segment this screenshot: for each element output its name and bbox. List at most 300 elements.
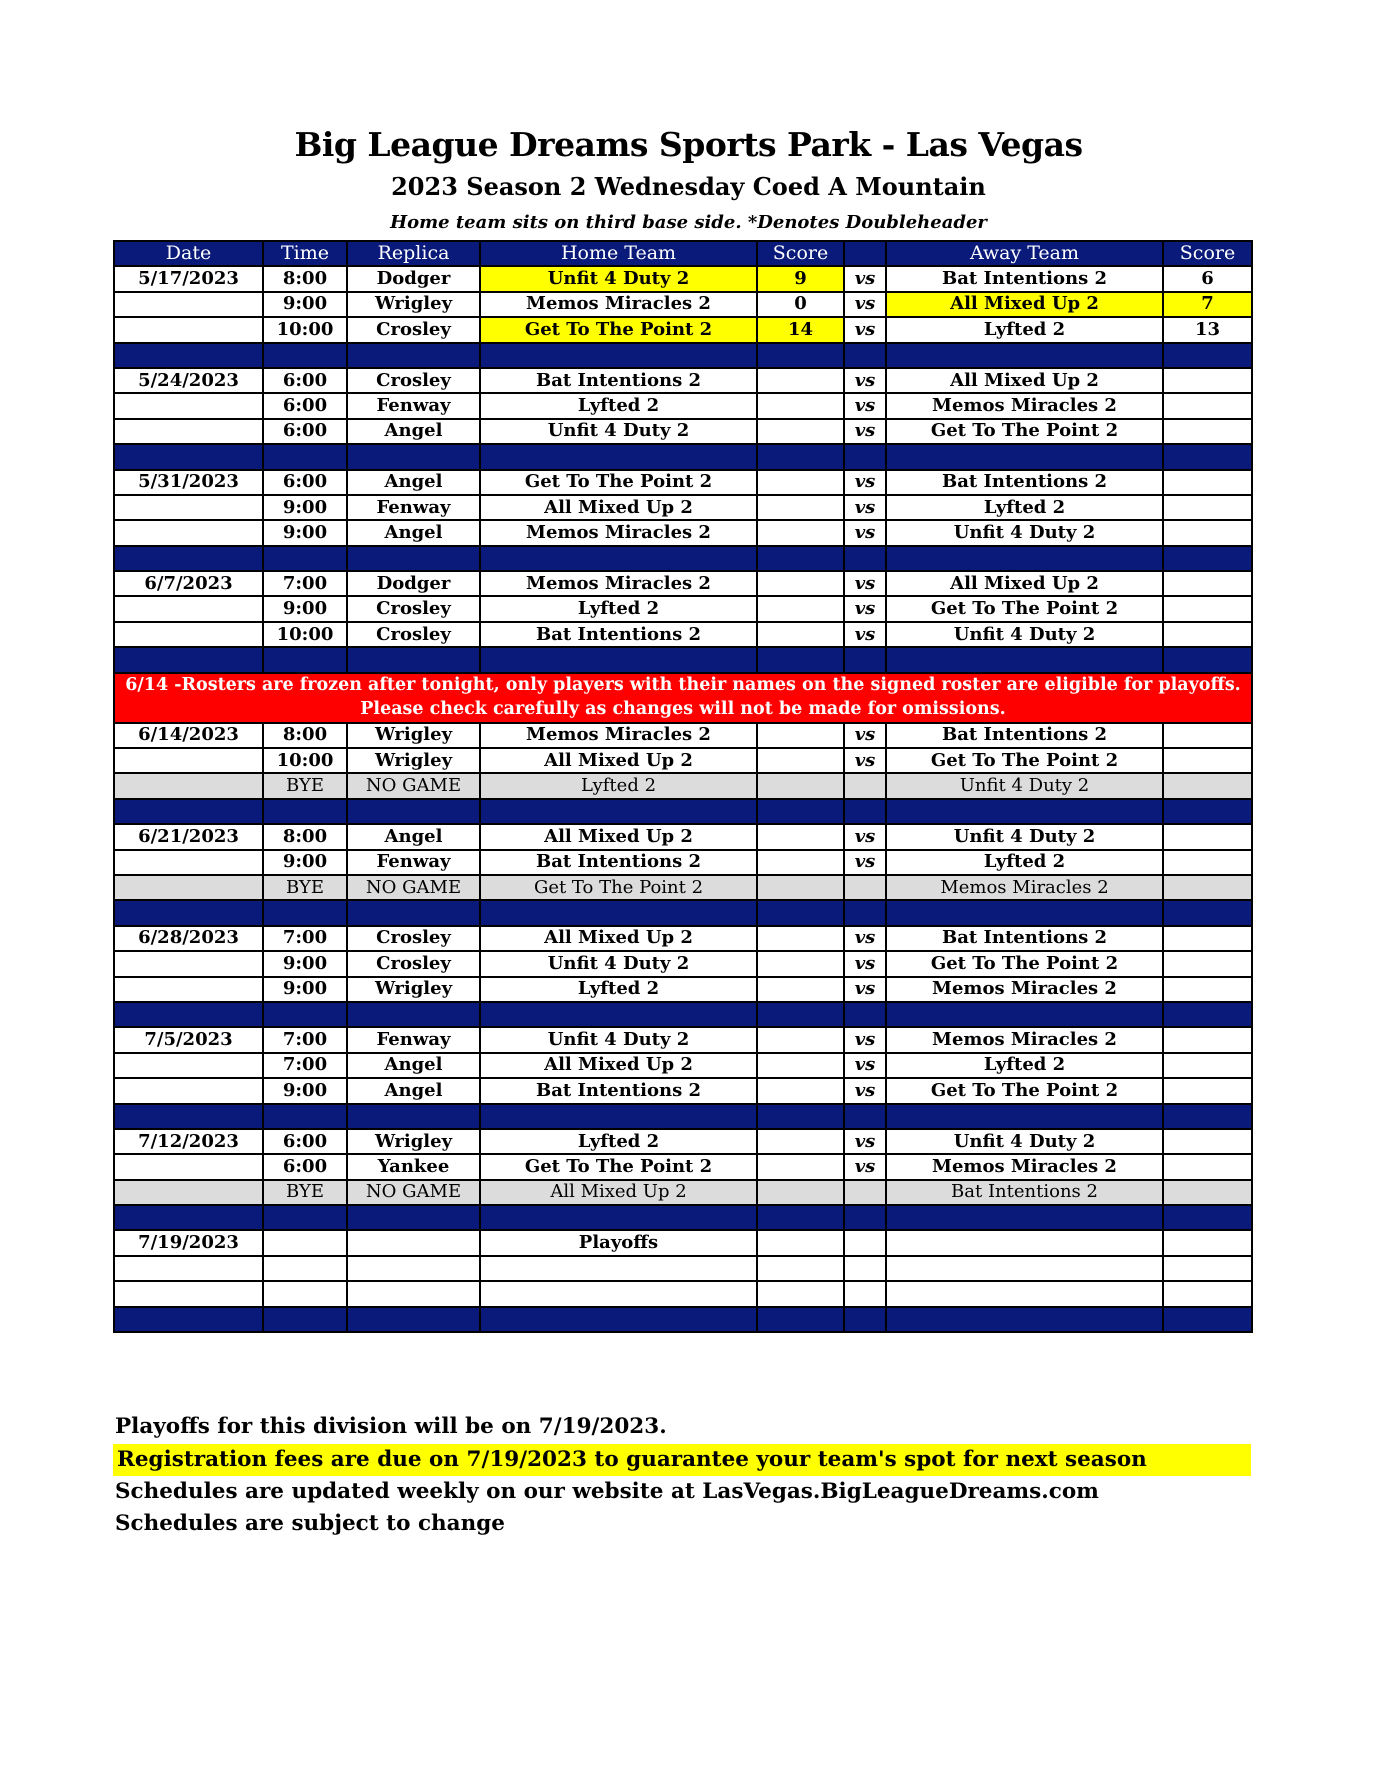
date-cell bbox=[114, 1078, 263, 1103]
field-cell: NO GAME bbox=[347, 1180, 480, 1205]
date-cell bbox=[114, 393, 263, 418]
separator-cell bbox=[757, 799, 844, 824]
separator-cell bbox=[757, 546, 844, 571]
field-cell: Crosley bbox=[347, 622, 480, 647]
away-score-cell: 6 bbox=[1163, 266, 1252, 291]
date-cell: 5/24/2023 bbox=[114, 368, 263, 393]
field-cell: NO GAME bbox=[347, 875, 480, 900]
separator-cell bbox=[1163, 444, 1252, 469]
field-cell: Fenway bbox=[347, 850, 480, 875]
home-team-cell: Unfit 4 Duty 2 bbox=[480, 951, 757, 976]
field-cell: Dodger bbox=[347, 571, 480, 596]
separator-cell bbox=[114, 1002, 263, 1027]
date-cell bbox=[114, 520, 263, 545]
date-cell: 6/14/2023 bbox=[114, 723, 263, 748]
away-team-cell: Memos Miracles 2 bbox=[886, 393, 1163, 418]
date-cell: 7/12/2023 bbox=[114, 1129, 263, 1154]
vs-cell: vs bbox=[844, 1053, 886, 1078]
game-row bbox=[114, 748, 1252, 773]
field-cell: Angel bbox=[347, 1078, 480, 1103]
away-team-cell: Bat Intentions 2 bbox=[886, 723, 1163, 748]
time-cell bbox=[263, 1230, 347, 1255]
away-score-cell bbox=[1163, 596, 1252, 621]
roster-notice-row bbox=[114, 673, 1252, 723]
col-date: Date bbox=[114, 241, 263, 266]
home-score-cell bbox=[757, 596, 844, 621]
home-team-cell: Lyfted 2 bbox=[480, 596, 757, 621]
separator-cell bbox=[757, 1002, 844, 1027]
date-cell: 6/28/2023 bbox=[114, 926, 263, 951]
away-team-cell: Memos Miracles 2 bbox=[886, 875, 1163, 900]
game-row bbox=[114, 596, 1252, 621]
home-team-cell: Get To The Point 2 bbox=[480, 875, 757, 900]
away-score-cell bbox=[1163, 470, 1252, 495]
away-team-cell: Bat Intentions 2 bbox=[886, 926, 1163, 951]
home-score-cell bbox=[757, 773, 844, 798]
date-cell bbox=[114, 773, 263, 798]
separator-cell bbox=[1163, 1205, 1252, 1230]
vs-cell: vs bbox=[844, 926, 886, 951]
date-cell bbox=[114, 419, 263, 444]
date-cell: 7/19/2023 bbox=[114, 1230, 263, 1255]
home-team-cell: All Mixed Up 2 bbox=[480, 748, 757, 773]
separator-row bbox=[114, 1002, 1252, 1027]
separator-cell bbox=[263, 900, 347, 925]
away-score-cell bbox=[1163, 622, 1252, 647]
home-team-cell: Lyfted 2 bbox=[480, 1129, 757, 1154]
separator-cell bbox=[1163, 799, 1252, 824]
home-team-cell: Unfit 4 Duty 2 bbox=[480, 266, 757, 291]
separator-cell bbox=[844, 1205, 886, 1230]
col-replica: Replica bbox=[347, 241, 480, 266]
date-cell: 6/7/2023 bbox=[114, 571, 263, 596]
separator-cell bbox=[757, 1205, 844, 1230]
game-row bbox=[114, 368, 1252, 393]
time-cell bbox=[263, 1256, 347, 1281]
game-row bbox=[114, 393, 1252, 418]
date-cell bbox=[114, 951, 263, 976]
separator-cell bbox=[844, 900, 886, 925]
separator-cell bbox=[1163, 900, 1252, 925]
field-cell: Wrigley bbox=[347, 748, 480, 773]
home-team-cell: Get To The Point 2 bbox=[480, 470, 757, 495]
separator-cell bbox=[844, 444, 886, 469]
home-score-cell bbox=[757, 622, 844, 647]
separator-cell bbox=[886, 343, 1163, 368]
time-cell: 7:00 bbox=[263, 571, 347, 596]
roster-notice-line2: Please check carefully as changes will not be made for omissions. bbox=[360, 698, 1006, 719]
away-team-cell: Memos Miracles 2 bbox=[886, 977, 1163, 1002]
vs-cell: vs bbox=[844, 1078, 886, 1103]
home-team-cell bbox=[480, 1256, 757, 1281]
field-cell: Fenway bbox=[347, 393, 480, 418]
field-cell bbox=[347, 1230, 480, 1255]
home-score-cell bbox=[757, 571, 844, 596]
separator-cell bbox=[844, 647, 886, 672]
date-cell bbox=[114, 977, 263, 1002]
col-away-score: Score bbox=[1163, 241, 1252, 266]
separator-row bbox=[114, 799, 1252, 824]
separator-row bbox=[114, 444, 1252, 469]
game-row bbox=[114, 622, 1252, 647]
change-note: Schedules are subject to change bbox=[115, 1511, 505, 1536]
separator-cell bbox=[263, 799, 347, 824]
vs-cell bbox=[844, 1180, 886, 1205]
separator-cell bbox=[263, 444, 347, 469]
separator-cell bbox=[480, 900, 757, 925]
game-row bbox=[114, 1129, 1252, 1154]
time-cell: BYE bbox=[263, 1180, 347, 1205]
page-subtitle: 2023 Season 2 Wednesday Coed A Mountain bbox=[391, 172, 986, 201]
time-cell: BYE bbox=[263, 875, 347, 900]
vs-cell bbox=[844, 773, 886, 798]
header-row bbox=[114, 241, 1252, 266]
time-cell: 9:00 bbox=[263, 1078, 347, 1103]
separator-cell bbox=[480, 1307, 757, 1332]
schedule-table bbox=[113, 240, 1253, 1333]
vs-cell: vs bbox=[844, 495, 886, 520]
time-cell: 8:00 bbox=[263, 824, 347, 849]
separator-cell bbox=[114, 1205, 263, 1230]
separator-row bbox=[114, 546, 1252, 571]
home-team-cell: Bat Intentions 2 bbox=[480, 622, 757, 647]
home-score-cell bbox=[757, 875, 844, 900]
home-score-cell bbox=[757, 723, 844, 748]
col-home-score: Score bbox=[757, 241, 844, 266]
page-title: Big League Dreams Sports Park - Las Vegas bbox=[294, 125, 1083, 164]
field-cell bbox=[347, 1281, 480, 1306]
separator-cell bbox=[886, 1205, 1163, 1230]
time-cell: 9:00 bbox=[263, 520, 347, 545]
away-score-cell bbox=[1163, 419, 1252, 444]
separator-cell bbox=[886, 444, 1163, 469]
separator-cell bbox=[757, 1104, 844, 1129]
field-cell bbox=[347, 1256, 480, 1281]
home-score-cell bbox=[757, 470, 844, 495]
field-cell: Wrigley bbox=[347, 723, 480, 748]
away-score-cell bbox=[1163, 1154, 1252, 1179]
separator-cell bbox=[114, 647, 263, 672]
home-team-cell: Lyfted 2 bbox=[480, 773, 757, 798]
separator-cell bbox=[114, 444, 263, 469]
away-team-cell bbox=[886, 1281, 1163, 1306]
vs-cell: vs bbox=[844, 723, 886, 748]
vs-cell: vs bbox=[844, 951, 886, 976]
registration-note: Registration fees are due on 7/19/2023 to guarantee your team's spot for next season bbox=[113, 1444, 1251, 1476]
time-cell bbox=[263, 1281, 347, 1306]
away-score-cell bbox=[1163, 773, 1252, 798]
away-team-cell: Unfit 4 Duty 2 bbox=[886, 520, 1163, 545]
date-cell: 6/21/2023 bbox=[114, 824, 263, 849]
home-score-cell bbox=[757, 1154, 844, 1179]
game-row bbox=[114, 571, 1252, 596]
vs-cell: vs bbox=[844, 571, 886, 596]
game-row bbox=[114, 292, 1252, 317]
separator-cell bbox=[263, 1205, 347, 1230]
playoffs-note: Playoffs for this division will be on 7/19/2023. bbox=[115, 1414, 667, 1439]
time-cell: 9:00 bbox=[263, 495, 347, 520]
home-score-cell bbox=[757, 850, 844, 875]
home-score-cell bbox=[757, 368, 844, 393]
home-score-cell bbox=[757, 1078, 844, 1103]
vs-cell: vs bbox=[844, 1154, 886, 1179]
field-cell: Wrigley bbox=[347, 292, 480, 317]
time-cell: 9:00 bbox=[263, 292, 347, 317]
vs-cell: vs bbox=[844, 266, 886, 291]
separator-cell bbox=[886, 546, 1163, 571]
separator-cell bbox=[480, 546, 757, 571]
separator-cell bbox=[1163, 1307, 1252, 1332]
game-row bbox=[114, 419, 1252, 444]
time-cell: 7:00 bbox=[263, 926, 347, 951]
away-score-cell bbox=[1163, 926, 1252, 951]
vs-cell: vs bbox=[844, 393, 886, 418]
field-cell: Dodger bbox=[347, 266, 480, 291]
away-score-cell bbox=[1163, 1053, 1252, 1078]
home-team-cell: Lyfted 2 bbox=[480, 393, 757, 418]
home-team-cell: Memos Miracles 2 bbox=[480, 520, 757, 545]
field-cell: Crosley bbox=[347, 951, 480, 976]
away-score-cell bbox=[1163, 1078, 1252, 1103]
separator-cell bbox=[347, 1205, 480, 1230]
separator-cell bbox=[1163, 546, 1252, 571]
date-cell bbox=[114, 1053, 263, 1078]
separator-cell bbox=[480, 1002, 757, 1027]
home-team-cell: Memos Miracles 2 bbox=[480, 292, 757, 317]
separator-row bbox=[114, 647, 1252, 672]
separator-cell bbox=[844, 343, 886, 368]
game-row bbox=[114, 723, 1252, 748]
separator-cell bbox=[886, 647, 1163, 672]
vs-cell: vs bbox=[844, 850, 886, 875]
date-cell bbox=[114, 596, 263, 621]
home-score-cell bbox=[757, 1027, 844, 1052]
time-cell: 6:00 bbox=[263, 1154, 347, 1179]
game-row bbox=[114, 1078, 1252, 1103]
date-cell bbox=[114, 495, 263, 520]
field-cell: Crosley bbox=[347, 368, 480, 393]
away-team-cell: Memos Miracles 2 bbox=[886, 1154, 1163, 1179]
separator-cell bbox=[114, 799, 263, 824]
away-score-cell bbox=[1163, 1180, 1252, 1205]
home-score-cell bbox=[757, 419, 844, 444]
separator-cell bbox=[844, 799, 886, 824]
field-cell: Angel bbox=[347, 470, 480, 495]
home-score-cell: 0 bbox=[757, 292, 844, 317]
away-team-cell: Lyfted 2 bbox=[886, 1053, 1163, 1078]
away-score-cell bbox=[1163, 1230, 1252, 1255]
vs-cell: vs bbox=[844, 292, 886, 317]
separator-cell bbox=[886, 1104, 1163, 1129]
vs-cell: vs bbox=[844, 419, 886, 444]
vs-cell bbox=[844, 1256, 886, 1281]
separator-cell bbox=[347, 900, 480, 925]
away-score-cell bbox=[1163, 368, 1252, 393]
vs-cell: vs bbox=[844, 622, 886, 647]
time-cell: 10:00 bbox=[263, 748, 347, 773]
away-team-cell bbox=[886, 1256, 1163, 1281]
home-team-cell: All Mixed Up 2 bbox=[480, 1053, 757, 1078]
game-row bbox=[114, 926, 1252, 951]
separator-row bbox=[114, 1104, 1252, 1129]
field-cell: Angel bbox=[347, 419, 480, 444]
vs-cell: vs bbox=[844, 317, 886, 342]
bye-row bbox=[114, 773, 1252, 798]
game-row bbox=[114, 824, 1252, 849]
separator-cell bbox=[114, 546, 263, 571]
home-team-cell: All Mixed Up 2 bbox=[480, 495, 757, 520]
field-cell: NO GAME bbox=[347, 773, 480, 798]
away-team-cell: All Mixed Up 2 bbox=[886, 292, 1163, 317]
game-row bbox=[114, 951, 1252, 976]
separator-row bbox=[114, 1205, 1252, 1230]
separator-cell bbox=[114, 1307, 263, 1332]
separator-cell bbox=[263, 343, 347, 368]
field-cell: Angel bbox=[347, 1053, 480, 1078]
vs-cell: vs bbox=[844, 824, 886, 849]
date-cell bbox=[114, 622, 263, 647]
separator-cell bbox=[480, 799, 757, 824]
separator-cell bbox=[114, 343, 263, 368]
away-score-cell bbox=[1163, 1129, 1252, 1154]
away-team-cell: Lyfted 2 bbox=[886, 495, 1163, 520]
time-cell: 9:00 bbox=[263, 596, 347, 621]
separator-cell bbox=[886, 799, 1163, 824]
home-team-cell: All Mixed Up 2 bbox=[480, 926, 757, 951]
separator-cell bbox=[757, 647, 844, 672]
away-score-cell bbox=[1163, 1281, 1252, 1306]
vs-cell bbox=[844, 875, 886, 900]
home-score-cell bbox=[757, 1053, 844, 1078]
separator-cell bbox=[347, 444, 480, 469]
vs-cell bbox=[844, 1230, 886, 1255]
game-row bbox=[114, 495, 1252, 520]
vs-cell: vs bbox=[844, 520, 886, 545]
separator-row bbox=[114, 900, 1252, 925]
home-score-cell bbox=[757, 1129, 844, 1154]
separator-cell bbox=[844, 1307, 886, 1332]
date-cell: 5/17/2023 bbox=[114, 266, 263, 291]
time-cell: 6:00 bbox=[263, 393, 347, 418]
col-home-team: Home Team bbox=[480, 241, 757, 266]
game-row bbox=[114, 520, 1252, 545]
separator-cell bbox=[886, 1002, 1163, 1027]
home-score-cell bbox=[757, 1281, 844, 1306]
separator-cell bbox=[844, 1104, 886, 1129]
away-score-cell bbox=[1163, 951, 1252, 976]
field-cell: Yankee bbox=[347, 1154, 480, 1179]
home-score-cell bbox=[757, 393, 844, 418]
separator-row bbox=[114, 1307, 1252, 1332]
separator-cell bbox=[757, 444, 844, 469]
field-cell: Crosley bbox=[347, 926, 480, 951]
time-cell: 6:00 bbox=[263, 419, 347, 444]
separator-cell bbox=[263, 1002, 347, 1027]
vs-cell bbox=[844, 1281, 886, 1306]
away-team-cell bbox=[886, 1230, 1163, 1255]
separator-cell bbox=[757, 1307, 844, 1332]
separator-cell bbox=[757, 343, 844, 368]
game-row bbox=[114, 1281, 1252, 1306]
time-cell: 7:00 bbox=[263, 1027, 347, 1052]
date-cell: 7/5/2023 bbox=[114, 1027, 263, 1052]
bye-row bbox=[114, 875, 1252, 900]
separator-cell bbox=[886, 1307, 1163, 1332]
game-row bbox=[114, 317, 1252, 342]
separator-cell bbox=[480, 343, 757, 368]
schedule-body bbox=[114, 266, 1252, 1332]
home-score-cell bbox=[757, 1180, 844, 1205]
away-score-cell bbox=[1163, 977, 1252, 1002]
date-cell bbox=[114, 1154, 263, 1179]
separator-cell bbox=[347, 1307, 480, 1332]
home-score-cell bbox=[757, 1230, 844, 1255]
vs-cell: vs bbox=[844, 1027, 886, 1052]
date-cell bbox=[114, 748, 263, 773]
time-cell: 10:00 bbox=[263, 317, 347, 342]
away-score-cell bbox=[1163, 393, 1252, 418]
separator-cell bbox=[347, 1104, 480, 1129]
vs-cell: vs bbox=[844, 977, 886, 1002]
home-score-cell bbox=[757, 926, 844, 951]
time-cell: 6:00 bbox=[263, 1129, 347, 1154]
away-team-cell: Unfit 4 Duty 2 bbox=[886, 773, 1163, 798]
separator-cell bbox=[114, 1104, 263, 1129]
separator-cell bbox=[263, 1307, 347, 1332]
separator-row bbox=[114, 343, 1252, 368]
separator-cell bbox=[263, 1104, 347, 1129]
away-team-cell: Bat Intentions 2 bbox=[886, 1180, 1163, 1205]
away-team-cell: Get To The Point 2 bbox=[886, 748, 1163, 773]
home-team-cell: Bat Intentions 2 bbox=[480, 1078, 757, 1103]
time-cell: 6:00 bbox=[263, 368, 347, 393]
field-cell: Angel bbox=[347, 520, 480, 545]
separator-cell bbox=[844, 1002, 886, 1027]
away-score-cell bbox=[1163, 1256, 1252, 1281]
away-team-cell: Get To The Point 2 bbox=[886, 596, 1163, 621]
separator-cell bbox=[347, 1002, 480, 1027]
time-cell: 9:00 bbox=[263, 850, 347, 875]
field-cell: Angel bbox=[347, 824, 480, 849]
roster-notice-line1: 6/14 -Rosters are frozen after tonight, only players with their names on the signed roster are eligible for playoffs. bbox=[125, 675, 1241, 696]
date-cell bbox=[114, 292, 263, 317]
time-cell: 8:00 bbox=[263, 266, 347, 291]
date-cell bbox=[114, 850, 263, 875]
time-cell: 9:00 bbox=[263, 951, 347, 976]
home-team-cell: Playoffs bbox=[480, 1230, 757, 1255]
game-row bbox=[114, 1256, 1252, 1281]
home-score-cell bbox=[757, 824, 844, 849]
game-row bbox=[114, 1027, 1252, 1052]
field-cell: Crosley bbox=[347, 317, 480, 342]
separator-cell bbox=[114, 900, 263, 925]
home-score-cell bbox=[757, 1256, 844, 1281]
away-score-cell bbox=[1163, 748, 1252, 773]
separator-cell bbox=[347, 343, 480, 368]
separator-cell bbox=[347, 647, 480, 672]
home-score-cell bbox=[757, 520, 844, 545]
col-time: Time bbox=[263, 241, 347, 266]
home-score-cell bbox=[757, 495, 844, 520]
home-team-cell: Lyfted 2 bbox=[480, 977, 757, 1002]
separator-cell bbox=[886, 900, 1163, 925]
game-row bbox=[114, 266, 1252, 291]
field-cell: Fenway bbox=[347, 495, 480, 520]
time-cell: 7:00 bbox=[263, 1053, 347, 1078]
home-team-cell: Get To The Point 2 bbox=[480, 317, 757, 342]
home-score-cell: 9 bbox=[757, 266, 844, 291]
home-score-cell: 14 bbox=[757, 317, 844, 342]
